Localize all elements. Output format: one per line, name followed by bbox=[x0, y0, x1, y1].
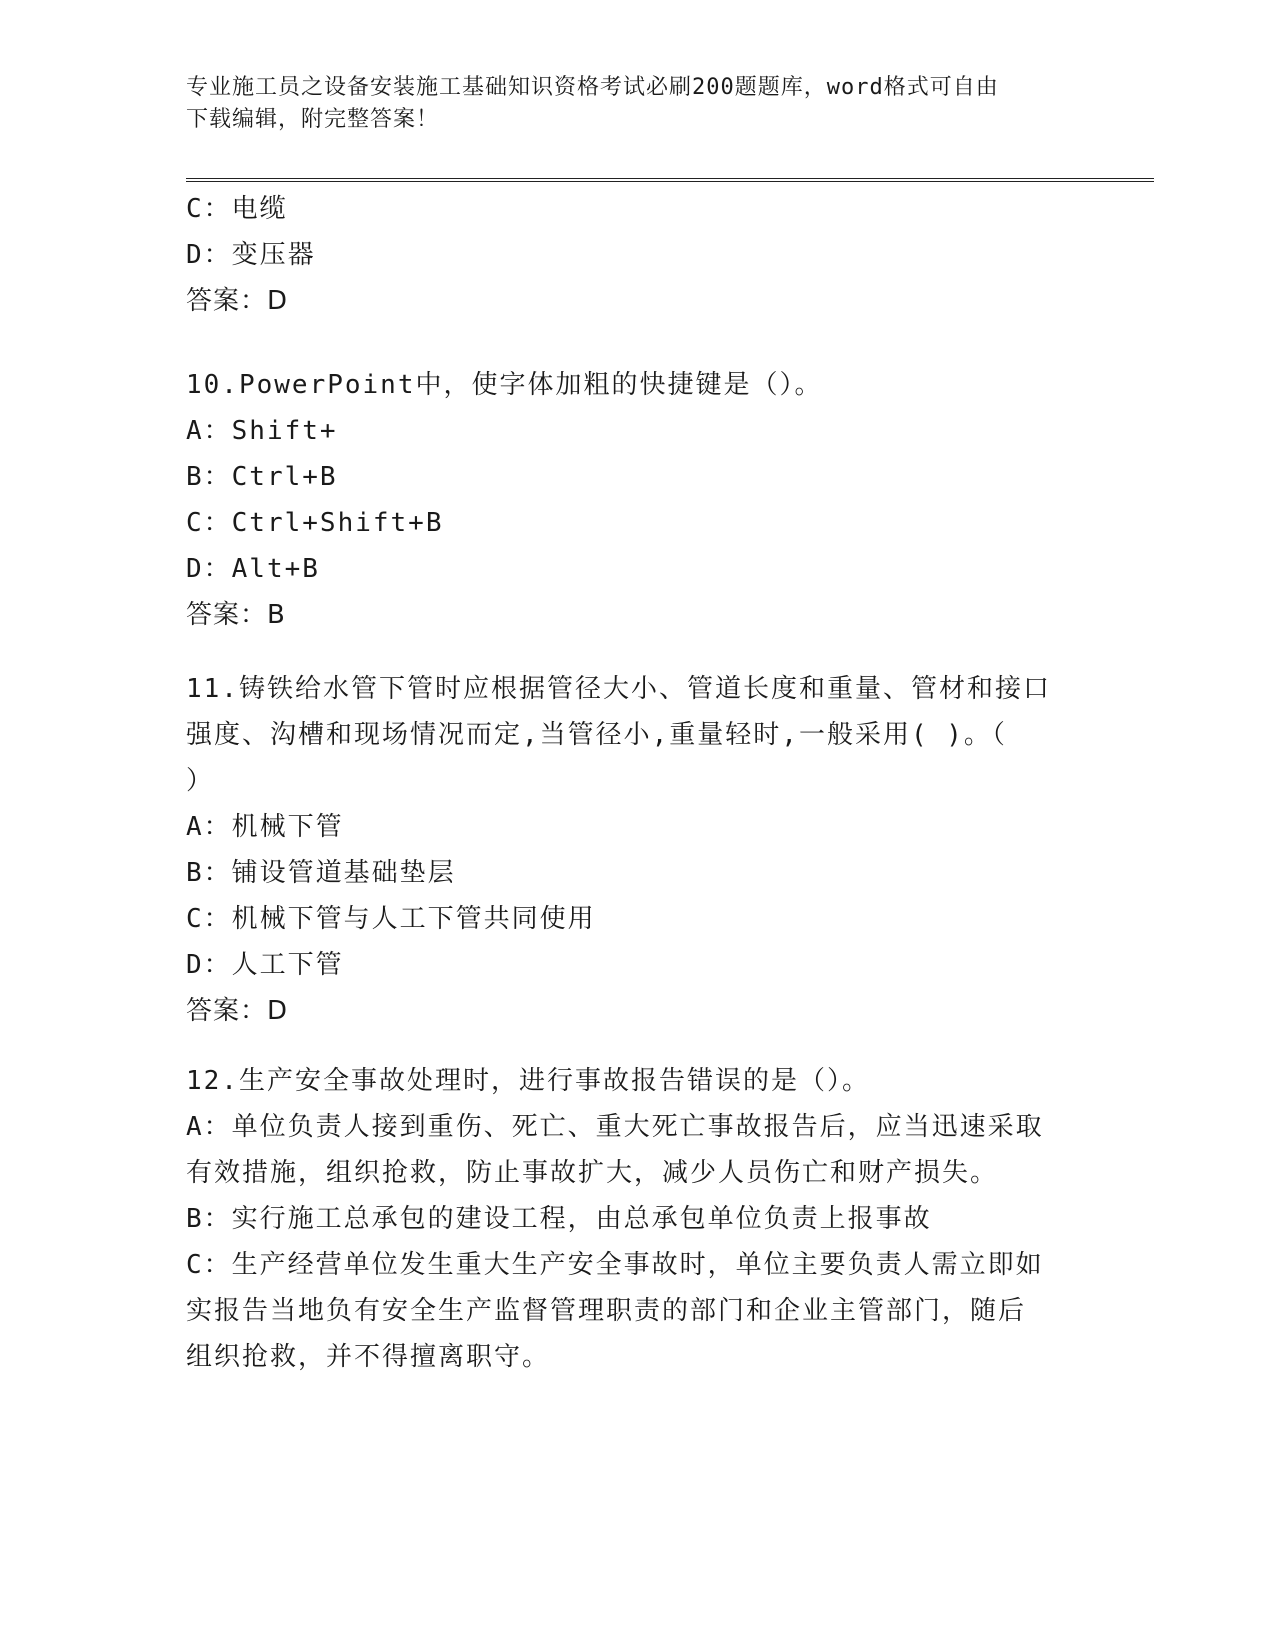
question-9-continued bbox=[186, 186, 1066, 324]
q9-option-c: C：电缆 bbox=[186, 194, 288, 224]
q11-option-b: B：铺设管道基础垫层 bbox=[186, 858, 456, 888]
q10-answer: 答案：B bbox=[186, 600, 286, 630]
q10-option-a: A：Shift+ bbox=[186, 416, 338, 446]
question-12 bbox=[186, 1058, 1066, 1380]
q11-option-d: D：人工下管 bbox=[186, 950, 344, 980]
q12-option-a-line-2: 有效措施，组织抢救，防止事故扩大，减少人员伤亡和财产损失。 bbox=[186, 1158, 999, 1188]
q10-option-d: D：Alt+B bbox=[186, 554, 320, 584]
header-line-1: 专业施工员之设备安装施工基础知识资格考试必刷200题题库，word格式可自由 bbox=[186, 75, 999, 100]
q11-stem-line-2: 强度、沟槽和现场情况而定,当管径小,重量轻时,一般采用( )。（ bbox=[186, 720, 1007, 750]
header-divider bbox=[186, 178, 1154, 182]
q12-option-c-line-2: 实报告当地负有安全生产监督管理职责的部门和企业主管部门，随后 bbox=[186, 1296, 1027, 1326]
q11-stem-line-1: 11.铸铁给水管下管时应根据管径大小、管道长度和重量、管材和接口 bbox=[186, 674, 1051, 704]
q11-answer: 答案：D bbox=[186, 996, 289, 1026]
q12-stem: 12.生产安全事故处理时，进行事故报告错误的是（）。 bbox=[186, 1066, 870, 1096]
q9-answer: 答案：D bbox=[186, 286, 289, 316]
header-line-2: 下载编辑，附完整答案！ bbox=[186, 107, 440, 132]
q12-option-a-line-1: A：单位负责人接到重伤、死亡、重大死亡事故报告后，应当迅速采取 bbox=[186, 1112, 1044, 1142]
q11-stem-line-3: ） bbox=[186, 766, 215, 796]
question-11 bbox=[186, 666, 1066, 1034]
q10-option-c: C：Ctrl+Shift+B bbox=[186, 508, 444, 538]
q12-option-c-line-3: 组织抢救，并不得擅离职守。 bbox=[186, 1342, 551, 1372]
q9-option-d: D：变压器 bbox=[186, 240, 316, 270]
q10-stem: 10.PowerPoint中，使字体加粗的快捷键是（）。 bbox=[186, 370, 823, 400]
q11-option-c: C：机械下管与人工下管共同使用 bbox=[186, 904, 596, 934]
q10-option-b: B：Ctrl+B bbox=[186, 462, 338, 492]
q12-option-b: B：实行施工总承包的建设工程，由总承包单位负责上报事故 bbox=[186, 1204, 932, 1234]
q12-option-c-line-1: C：生产经营单位发生重大生产安全事故时，单位主要负责人需立即如 bbox=[186, 1250, 1044, 1280]
question-10 bbox=[186, 362, 1066, 638]
q11-option-a: A：机械下管 bbox=[186, 812, 344, 842]
document-header bbox=[186, 72, 1066, 136]
